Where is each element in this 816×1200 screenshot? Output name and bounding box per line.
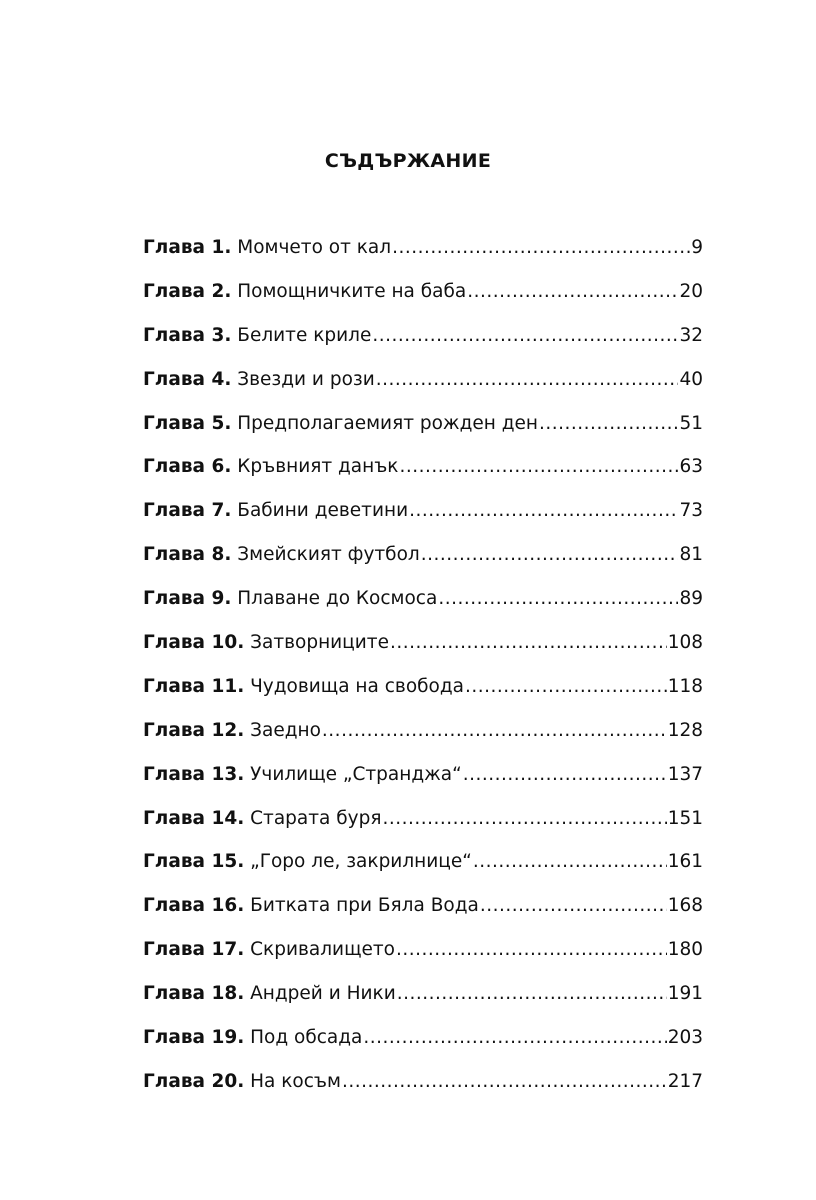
chapter-title: Под обсада bbox=[250, 1027, 363, 1049]
toc-entry bbox=[143, 627, 703, 671]
toc-entry bbox=[143, 846, 703, 890]
toc-entry bbox=[143, 759, 703, 803]
chapter-title: Битката при Бяла Вода bbox=[250, 895, 479, 917]
page-number: 118 bbox=[667, 675, 703, 697]
chapter-label: Глава 19. bbox=[143, 1027, 245, 1049]
dot-leader bbox=[399, 451, 678, 483]
chapter-title: Затворниците bbox=[250, 632, 389, 654]
chapter-label: Глава 18. bbox=[143, 983, 245, 1005]
toc-entry bbox=[143, 451, 703, 495]
dot-leader bbox=[480, 890, 667, 922]
page-number: 20 bbox=[679, 280, 703, 302]
chapter-label: Глава 3. bbox=[143, 324, 232, 346]
dot-leader bbox=[409, 495, 678, 527]
page-number: 9 bbox=[691, 237, 703, 258]
dot-leader bbox=[382, 803, 666, 835]
page-number: 128 bbox=[667, 719, 703, 741]
toc-entry bbox=[143, 1022, 703, 1066]
page-number: 81 bbox=[679, 544, 703, 566]
chapter-label: Глава 8. bbox=[143, 544, 232, 566]
chapter-title: Помощничките на баба bbox=[237, 280, 467, 302]
page-number: 51 bbox=[679, 412, 703, 434]
chapter-label: Глава 4. bbox=[143, 368, 232, 390]
dot-leader bbox=[376, 364, 679, 396]
toc-entry bbox=[143, 978, 703, 1022]
dot-leader bbox=[372, 320, 678, 352]
chapter-label: Глава 15. bbox=[143, 851, 245, 873]
dot-leader bbox=[397, 978, 667, 1010]
page-number: 151 bbox=[667, 807, 703, 829]
toc-entry bbox=[143, 539, 703, 583]
chapter-title: Звезди и рози bbox=[237, 368, 375, 390]
toc-entry bbox=[143, 803, 703, 847]
page-number: 191 bbox=[667, 983, 703, 1005]
dot-leader bbox=[396, 934, 667, 966]
chapter-title: Бабини деветини bbox=[237, 500, 409, 522]
chapter-title: Скривалището bbox=[250, 939, 395, 961]
page-number: 137 bbox=[667, 763, 703, 785]
chapter-title: Училище „Странджа“ bbox=[250, 763, 462, 785]
chapter-title: Плаване до Космоса bbox=[237, 588, 438, 610]
page-number: 108 bbox=[667, 632, 703, 654]
chapter-title: Белите криле bbox=[237, 324, 372, 346]
toc-entry bbox=[143, 1066, 703, 1110]
dot-leader bbox=[539, 408, 678, 440]
page-number: 180 bbox=[667, 939, 703, 961]
chapter-label: Глава 20. bbox=[143, 1070, 245, 1092]
chapter-label: Глава 14. bbox=[143, 807, 245, 829]
toc-entry bbox=[143, 320, 703, 364]
dot-leader bbox=[465, 671, 667, 703]
page-number: 217 bbox=[667, 1070, 703, 1092]
chapter-title: Змейският футбол bbox=[237, 544, 420, 566]
dot-leader bbox=[421, 539, 679, 571]
chapter-label: Глава 17. bbox=[143, 939, 245, 961]
dot-leader bbox=[463, 759, 667, 791]
toc-entry bbox=[143, 408, 703, 452]
toc-entry bbox=[143, 276, 703, 320]
chapter-label: Глава 10. bbox=[143, 632, 245, 654]
dot-leader bbox=[390, 627, 667, 659]
dot-leader bbox=[392, 232, 690, 264]
dot-leader bbox=[363, 1022, 666, 1054]
toc-entry bbox=[143, 671, 703, 715]
dot-leader bbox=[473, 846, 667, 878]
chapter-title: „Горо ле, закрилнице“ bbox=[250, 851, 472, 873]
page-number: 32 bbox=[679, 324, 703, 346]
chapter-title: Чудовища на свобода bbox=[250, 675, 464, 697]
page-number: 168 bbox=[667, 895, 703, 917]
toc-entry bbox=[143, 890, 703, 934]
chapter-label: Глава 2. bbox=[143, 280, 232, 302]
chapter-label: Глава 7. bbox=[143, 500, 232, 522]
chapter-title: Старата буря bbox=[250, 807, 382, 829]
chapter-label: Глава 13. bbox=[143, 763, 245, 785]
chapter-label: Глава 16. bbox=[143, 895, 245, 917]
toc-entry bbox=[143, 364, 703, 408]
table-of-contents bbox=[143, 232, 703, 1110]
toc-entry bbox=[143, 495, 703, 539]
page-number: 40 bbox=[679, 368, 703, 390]
toc-entry bbox=[143, 715, 703, 759]
dot-leader bbox=[438, 583, 678, 615]
toc-entry bbox=[143, 232, 703, 276]
page-number: 63 bbox=[679, 456, 703, 478]
dot-leader bbox=[342, 1066, 667, 1098]
chapter-title: Заедно bbox=[250, 719, 321, 741]
page-number: 161 bbox=[667, 851, 703, 873]
toc-entry bbox=[143, 934, 703, 978]
page-title: СЪДЪРЖАНИЕ bbox=[324, 150, 492, 172]
page-number: 89 bbox=[679, 588, 703, 610]
dot-leader bbox=[467, 276, 678, 308]
chapter-label: Глава 12. bbox=[143, 719, 245, 741]
chapter-title: Андрей и Ники bbox=[250, 983, 396, 1005]
chapter-label: Глава 11. bbox=[143, 675, 245, 697]
page-number: 203 bbox=[667, 1027, 703, 1049]
page-number: 73 bbox=[679, 500, 703, 522]
chapter-title: Кръвният данък bbox=[237, 456, 399, 478]
chapter-title: Момчето от кал bbox=[237, 237, 392, 258]
chapter-label: Глава 5. bbox=[143, 412, 232, 434]
dot-leader bbox=[322, 715, 667, 747]
chapter-title: Предполагаемият рожден ден bbox=[237, 412, 539, 434]
chapter-label: Глава 9. bbox=[143, 588, 232, 610]
toc-entry bbox=[143, 583, 703, 627]
chapter-label: Глава 1. bbox=[143, 237, 232, 258]
chapter-title: На косъм bbox=[250, 1070, 341, 1092]
chapter-label: Глава 6. bbox=[143, 456, 232, 478]
